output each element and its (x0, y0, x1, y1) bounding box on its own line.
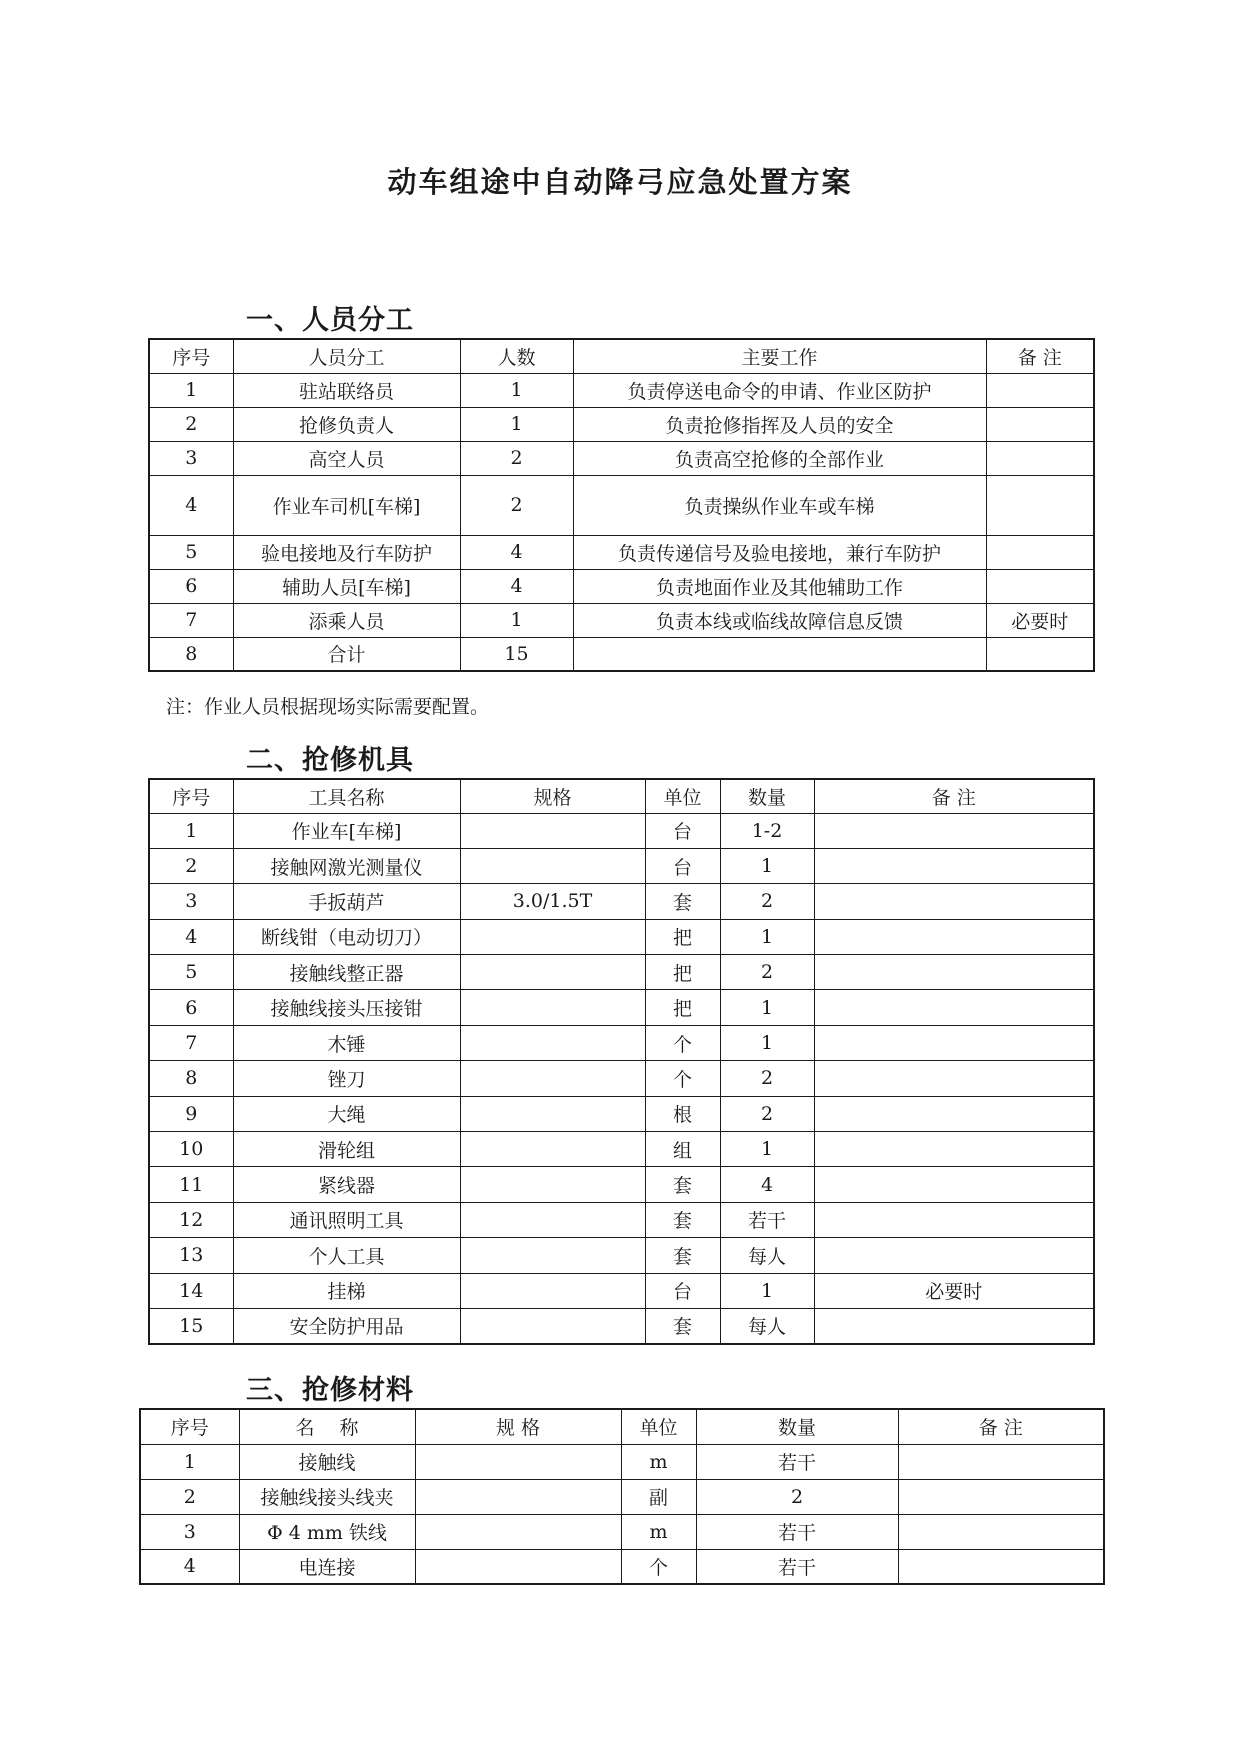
table-cell: 若干 (696, 1444, 898, 1479)
column-header: 序号 (149, 339, 233, 373)
materials-table (139, 1408, 1105, 1585)
table-cell: 4 (149, 919, 233, 954)
table-header-row (149, 779, 1094, 813)
table-cell (814, 1308, 1094, 1343)
table-cell: 10 (149, 1132, 233, 1167)
table-cell: 11 (149, 1167, 233, 1202)
table-row (149, 1202, 1094, 1237)
document-title: 动车组途中自动降弓应急处置方案 (387, 165, 853, 199)
table-cell: 挂梯 (233, 1273, 460, 1308)
table-cell: 锉刀 (233, 1061, 460, 1096)
table-header-row (149, 339, 1094, 373)
table-cell: 13 (149, 1238, 233, 1273)
table-cell (460, 1202, 645, 1237)
table-cell: 1 (460, 373, 573, 407)
table-cell: 台 (645, 813, 720, 848)
table-cell (460, 848, 645, 883)
table-cell: 负责本线或临线故障信息反馈 (573, 603, 986, 637)
table-cell: 负责操纵作业车或车梯 (573, 475, 986, 535)
table-row (149, 535, 1094, 569)
table-cell: 7 (149, 1025, 233, 1060)
table-cell: 2 (140, 1479, 239, 1514)
table-cell (814, 884, 1094, 919)
table-cell: 套 (645, 1308, 720, 1343)
table-cell: 8 (149, 1061, 233, 1096)
table-row (149, 441, 1094, 475)
table-cell: 2 (720, 884, 814, 919)
section-heading-materials: 三、抢修材料 (246, 1375, 414, 1406)
table-cell (460, 813, 645, 848)
table-cell: 接触线 (239, 1444, 415, 1479)
table-cell (814, 1132, 1094, 1167)
table-cell (814, 813, 1094, 848)
table-cell: 套 (645, 1167, 720, 1202)
table-row (149, 848, 1094, 883)
table-cell: 14 (149, 1273, 233, 1308)
table-cell (986, 373, 1094, 407)
table-cell: 负责传递信号及验电接地，兼行车防护 (573, 535, 986, 569)
table-cell: 若干 (696, 1549, 898, 1584)
table-cell: 1 (720, 919, 814, 954)
table-cell: 每人 (720, 1308, 814, 1343)
column-header: 人数 (460, 339, 573, 373)
table-cell: 断线钳（电动切刀） (233, 919, 460, 954)
table-row (149, 603, 1094, 637)
table-cell: 接触线接头线夹 (239, 1479, 415, 1514)
section-heading-personnel: 一、人员分工 (246, 305, 414, 336)
table-row (140, 1514, 1104, 1549)
table-cell (814, 1096, 1094, 1131)
table-cell (460, 1167, 645, 1202)
table-cell: 必要时 (986, 603, 1094, 637)
table-cell (986, 535, 1094, 569)
table-cell: 个 (645, 1061, 720, 1096)
table-cell: 负责地面作业及其他辅助工作 (573, 569, 986, 603)
table-cell: 接触网激光测量仪 (233, 848, 460, 883)
table-cell: 5 (149, 535, 233, 569)
table-row (149, 1025, 1094, 1060)
table-row (140, 1479, 1104, 1514)
table-cell: 2 (460, 441, 573, 475)
table-cell: 验电接地及行车防护 (233, 535, 460, 569)
table-row (149, 1096, 1094, 1131)
column-header: 序号 (149, 779, 233, 813)
table-row (140, 1444, 1104, 1479)
table-row (149, 373, 1094, 407)
table-cell: 1 (720, 848, 814, 883)
table-cell: 手扳葫芦 (233, 884, 460, 919)
table-cell: 合计 (233, 637, 460, 671)
table-cell: 1-2 (720, 813, 814, 848)
table-cell (898, 1479, 1104, 1514)
table-cell: 2 (720, 955, 814, 990)
table-cell: 1 (720, 990, 814, 1025)
table-cell: 1 (720, 1132, 814, 1167)
table-cell: 安全防护用品 (233, 1308, 460, 1343)
table-cell: 2 (720, 1096, 814, 1131)
table-cell: 8 (149, 637, 233, 671)
table-cell: 负责停送电命令的申请、作业区防护 (573, 373, 986, 407)
table-cell: 台 (645, 1273, 720, 1308)
table-cell (460, 990, 645, 1025)
column-header: 主要工作 (573, 339, 986, 373)
table-cell: 每人 (720, 1238, 814, 1273)
section-heading-tools: 二、抢修机具 (246, 745, 414, 776)
column-header: 工具名称 (233, 779, 460, 813)
table-row (149, 1308, 1094, 1343)
table-cell (814, 848, 1094, 883)
table-cell (986, 407, 1094, 441)
table-row (149, 1167, 1094, 1202)
table-cell: 15 (149, 1308, 233, 1343)
table-cell: 组 (645, 1132, 720, 1167)
table-cell: 把 (645, 919, 720, 954)
table-cell (986, 569, 1094, 603)
table-cell: 4 (720, 1167, 814, 1202)
table-cell (814, 1061, 1094, 1096)
table-cell: 负责抢修指挥及人员的安全 (573, 407, 986, 441)
table-cell: m (621, 1444, 696, 1479)
column-header: 数量 (696, 1409, 898, 1444)
column-header: 规 格 (415, 1409, 621, 1444)
table-cell: 15 (460, 637, 573, 671)
table-cell (814, 1202, 1094, 1237)
table-cell: 抢修负责人 (233, 407, 460, 441)
table-row (149, 637, 1094, 671)
table-row (149, 407, 1094, 441)
table-cell (460, 1238, 645, 1273)
table-cell (986, 441, 1094, 475)
table-cell: 4 (460, 535, 573, 569)
table-cell (814, 1025, 1094, 1060)
table-cell: 作业车司机[车梯] (233, 475, 460, 535)
table-cell: 根 (645, 1096, 720, 1131)
table-row (149, 1132, 1094, 1167)
table-cell: 大绳 (233, 1096, 460, 1131)
column-header: 备 注 (898, 1409, 1104, 1444)
table-cell: m (621, 1514, 696, 1549)
table-cell: 2 (720, 1061, 814, 1096)
table-cell: 9 (149, 1096, 233, 1131)
table-cell: 副 (621, 1479, 696, 1514)
table-cell: 紧线器 (233, 1167, 460, 1202)
table-cell (898, 1444, 1104, 1479)
table-cell (415, 1514, 621, 1549)
table-cell: 负责高空抢修的全部作业 (573, 441, 986, 475)
table-cell: 辅助人员[车梯] (233, 569, 460, 603)
table-cell: 滑轮组 (233, 1132, 460, 1167)
table-cell: 1 (140, 1444, 239, 1479)
table-cell: 2 (460, 475, 573, 535)
table-cell (415, 1444, 621, 1479)
table-cell: Φ 4 mm 铁线 (239, 1514, 415, 1549)
table-cell: 1 (720, 1273, 814, 1308)
table-row (149, 955, 1094, 990)
table-cell (986, 637, 1094, 671)
table-cell: 2 (149, 407, 233, 441)
personnel-note: 注：作业人员根据现场实际需要配置。 (166, 696, 490, 718)
column-header: 备 注 (986, 339, 1094, 373)
table-cell: 1 (720, 1025, 814, 1060)
table-row (149, 475, 1094, 535)
table-cell (415, 1549, 621, 1584)
table-cell (460, 919, 645, 954)
table-cell: 3.0/1.5T (460, 884, 645, 919)
table-cell: 通讯照明工具 (233, 1202, 460, 1237)
table-cell: 电连接 (239, 1549, 415, 1584)
table-cell: 2 (149, 848, 233, 883)
column-header: 单位 (621, 1409, 696, 1444)
column-header: 名 称 (239, 1409, 415, 1444)
table-cell (460, 1061, 645, 1096)
table-cell (814, 919, 1094, 954)
table-cell: 把 (645, 990, 720, 1025)
table-cell: 个 (645, 1025, 720, 1060)
table-row (149, 1238, 1094, 1273)
table-cell: 接触线接头压接钳 (233, 990, 460, 1025)
table-cell: 12 (149, 1202, 233, 1237)
table-row (149, 990, 1094, 1025)
table-cell (573, 637, 986, 671)
table-row (149, 884, 1094, 919)
table-cell: 台 (645, 848, 720, 883)
table-cell: 作业车[车梯] (233, 813, 460, 848)
column-header: 序号 (140, 1409, 239, 1444)
table-cell (415, 1479, 621, 1514)
table-cell: 套 (645, 1238, 720, 1273)
table-row (149, 1273, 1094, 1308)
table-cell: 4 (460, 569, 573, 603)
table-cell (814, 1167, 1094, 1202)
table-cell: 1 (460, 603, 573, 637)
table-cell: 6 (149, 569, 233, 603)
table-cell: 1 (460, 407, 573, 441)
personnel-table (148, 338, 1095, 672)
table-cell: 3 (140, 1514, 239, 1549)
table-cell: 个人工具 (233, 1238, 460, 1273)
table-row (149, 569, 1094, 603)
table-cell (814, 1238, 1094, 1273)
table-cell (814, 990, 1094, 1025)
table-cell: 2 (696, 1479, 898, 1514)
table-cell: 3 (149, 441, 233, 475)
table-cell: 5 (149, 955, 233, 990)
table-cell: 个 (621, 1549, 696, 1584)
table-cell (986, 475, 1094, 535)
column-header: 备 注 (814, 779, 1094, 813)
table-cell: 1 (149, 373, 233, 407)
table-cell (460, 955, 645, 990)
table-cell: 若干 (696, 1514, 898, 1549)
table-cell (460, 1308, 645, 1343)
table-cell: 3 (149, 884, 233, 919)
table-cell: 必要时 (814, 1273, 1094, 1308)
table-cell: 套 (645, 884, 720, 919)
column-header: 人员分工 (233, 339, 460, 373)
table-row (140, 1549, 1104, 1584)
table-cell: 高空人员 (233, 441, 460, 475)
table-cell: 4 (140, 1549, 239, 1584)
table-row (149, 919, 1094, 954)
column-header: 单位 (645, 779, 720, 813)
table-row (149, 813, 1094, 848)
tools-table (148, 778, 1095, 1345)
table-cell: 4 (149, 475, 233, 535)
table-cell (460, 1132, 645, 1167)
table-cell: 若干 (720, 1202, 814, 1237)
table-cell (460, 1025, 645, 1060)
table-cell (898, 1514, 1104, 1549)
table-cell: 驻站联络员 (233, 373, 460, 407)
table-cell (460, 1096, 645, 1131)
table-cell: 6 (149, 990, 233, 1025)
table-cell (460, 1273, 645, 1308)
table-cell: 木锤 (233, 1025, 460, 1060)
column-header: 数量 (720, 779, 814, 813)
table-cell: 添乘人员 (233, 603, 460, 637)
table-cell: 把 (645, 955, 720, 990)
column-header: 规格 (460, 779, 645, 813)
table-cell: 套 (645, 1202, 720, 1237)
table-cell (898, 1549, 1104, 1584)
table-row (149, 1061, 1094, 1096)
table-header-row (140, 1409, 1104, 1444)
table-cell: 7 (149, 603, 233, 637)
table-cell: 1 (149, 813, 233, 848)
table-cell: 接触线整正器 (233, 955, 460, 990)
table-cell (814, 955, 1094, 990)
